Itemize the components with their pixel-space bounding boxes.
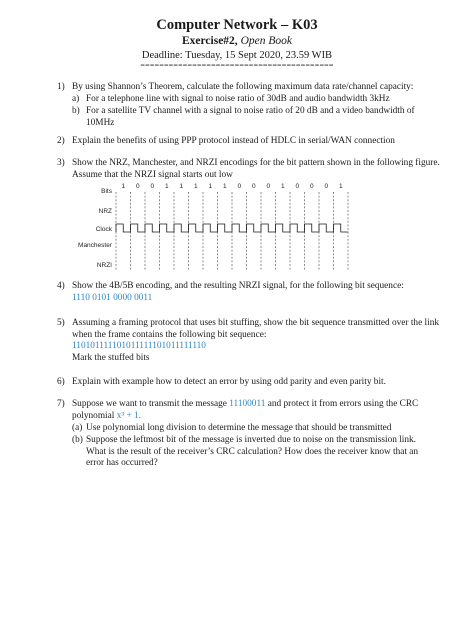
figure-row-label: Clock	[95, 226, 112, 233]
bit-label: 0	[295, 183, 300, 190]
bit-label: 1	[179, 183, 184, 190]
exercise-number: Exercise#2,	[182, 35, 241, 47]
clock-waveform	[116, 224, 348, 232]
q7-text-after: and protect it from errors using the CRC	[265, 399, 419, 409]
q3-number: 3)	[57, 158, 65, 168]
q7-a-text: Use polynomial long division to determine the message that should be transmitted	[86, 423, 392, 433]
q1-a-label: a)	[72, 94, 80, 104]
q7-message: 11100011	[229, 399, 266, 409]
bit-label: 1	[222, 183, 227, 190]
q7-b-label: (b)	[72, 435, 83, 445]
q1-text: By using Shannon’s Theorem, calculate the following maximum data rate/channel capacity:	[72, 82, 414, 92]
bit-label: 1	[164, 183, 169, 190]
q7-text-line2: polynomial	[72, 411, 117, 421]
figure-row-label: NRZI	[96, 262, 112, 269]
bit-label: 0	[266, 183, 271, 190]
q7-line1	[72, 399, 442, 411]
exercise-mode: Open Book	[240, 35, 292, 47]
bit-label: 0	[150, 183, 155, 190]
exercise-subtitle	[0, 35, 474, 47]
q1-b-label: b)	[72, 106, 80, 116]
q1-number: 1)	[57, 82, 65, 92]
figure-row-label: NRZ	[98, 208, 112, 215]
q3-text: Show the NRZ, Manchester, and NRZI encodings for the bit pattern shown in the following figure. Assume that the NRZI signal starts out low	[72, 158, 440, 180]
q5-note: Mark the stuffed bits	[72, 353, 150, 363]
q7-b-text: Suppose the leftmost bit of the message is inverted due to noise on the transmission link. What is the result of the receiver’s CRC calculation? How does the receiver know that an error has occurred?	[86, 435, 419, 468]
bit-label: 0	[135, 183, 140, 190]
bit-label: 0	[251, 183, 256, 190]
bit-label: 0	[324, 183, 329, 190]
bit-label: 1	[121, 183, 126, 190]
q7-a-label: (a)	[72, 423, 83, 433]
q4-number: 4)	[57, 281, 65, 291]
bit-label: 0	[309, 183, 314, 190]
q2-text: Explain the benefits of using PPP protocol instead of HDLC in serial/WAN connection	[72, 136, 395, 146]
q6-text: Explain with example how to detect an error by using odd parity and even parity bit.	[72, 377, 386, 387]
bit-label: 1	[280, 183, 285, 190]
q1-a-text: For a telephone line with signal to noise ratio of 30dB and audio bandwidth 3kHz	[86, 94, 390, 104]
q5-number: 5)	[57, 318, 65, 328]
q7-number: 7)	[57, 399, 65, 409]
page-title: Computer Network – K03	[156, 17, 318, 33]
figure-row-label: Manchester	[78, 242, 112, 249]
q6-number: 6)	[57, 377, 65, 387]
q1-b-text: For a satellite TV channel with a signal to noise ratio of 20 dB and a video bandwidth of 10MHz	[86, 106, 415, 128]
bit-label: 0	[237, 183, 242, 190]
q7-polynomial: x³ + 1.	[116, 411, 141, 421]
q7-text-before: Suppose we want to transmit the message	[72, 399, 230, 409]
bit-label: 1	[193, 183, 198, 190]
figure-row-label: Bits	[101, 188, 112, 195]
bit-label: 1	[338, 183, 343, 190]
q4-sequence: 1110 0101 0000 0011	[72, 293, 153, 303]
q2-number: 2)	[57, 136, 65, 146]
deadline: Deadline: Tuesday, 15 Sept 2020, 23.59 WIB	[141, 50, 333, 61]
header-separator: =========================================	[140, 61, 334, 70]
q7-line2	[72, 411, 432, 423]
encoding-figure	[70, 180, 370, 272]
q5-text: Assuming a framing protocol that uses bit stuffing, show the bit sequence transmitted over the link when the frame contains the following bit sequence:	[72, 318, 439, 340]
q5-sequence: 110101111101011111101011111110	[72, 341, 206, 351]
q4-text: Show the 4B/5B encoding, and the resulting NRZI signal, for the following bit sequence:	[72, 281, 404, 291]
bit-label: 1	[208, 183, 213, 190]
